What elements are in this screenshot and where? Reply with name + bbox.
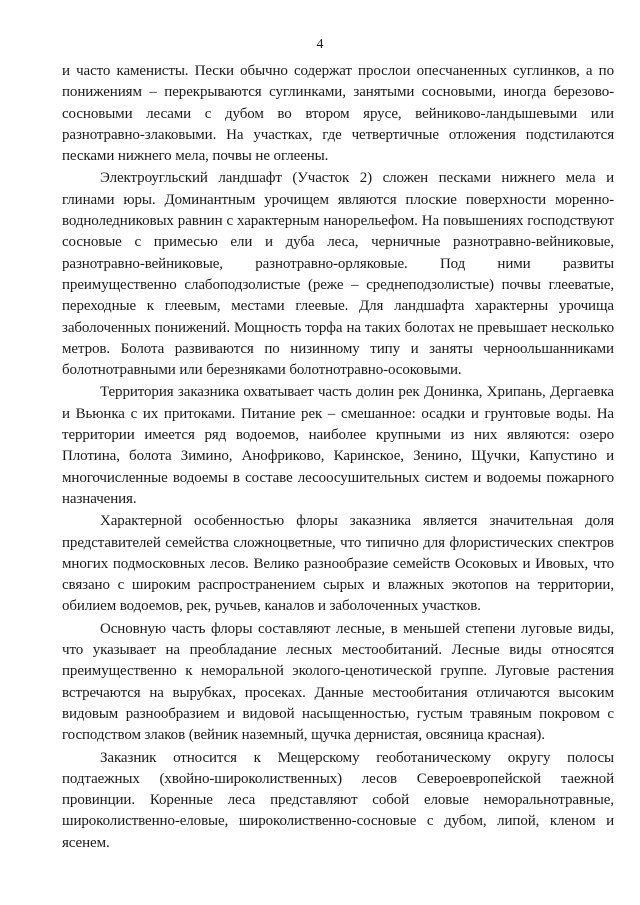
document-body bbox=[62, 61, 614, 854]
paragraph-elektrougli-landscape: Электроугльский ландшафт (Участок 2) сложен песками нижнего мела и глинами юры. Доминантным урочищем являются плоские поверхности моренно-водноледниковых равнин с характерным нанорельефом. На повышениях господствуют сосновые с примесью ели и дуба леса, черничные разнотравно-вейниковые, разнотравно-вейниковые, разнотравно-орляковые. Под ними развиты преимущественно слабоподзолистые (реже – среднеподзолистые) почвы глееватые, переходные к глеевым, местами глеевые. Для ландшафта характерны урочища заболоченных понижений. Мощность торфа на таких болотах не превышает несколько метров. Болота развиваются по низинному типу и заняты черноольшанниками болотнотравными или березняками болотнотравно-осоковыми. bbox=[62, 170, 614, 379]
paragraph-soils-continuation: и часто каменисты. Пески обычно содержат прослои опесчаненных суглинков, а по понижениям – перекрываются суглинками, занятыми сосновыми, иногда березово-сосновыми лесами с дубом во втором ярусе, вейниково-ландышевыми или разнотравно-злаковыми. На участках, где четвертичные отложения подстилаются песками нижнего мела, почвы не оглеены. bbox=[62, 63, 614, 165]
paragraph-rivers-and-waterbodies: Территория заказника охватывает часть долин рек Донинка, Хрипань, Дергаевка и Вьюнка с их притоками. Питание рек – смешанное: осадки и грунтовые воды. На территории имеется ряд водоемов, наиболее крупными из них являются: озеро Плотина, болота Зимино, Анофриково, Каринское, Зенино, Щучки, Капустино и многочисленные водоемы в составе лесоосушительных систем и водоемы пожарного назначения. bbox=[62, 384, 614, 507]
paragraph-forest-and-meadow-species: Основную часть флоры составляют лесные, в меньшей степени луговые виды, что указывает на преобладание лесных местообитаний. Лесные виды относятся преимущественно к неморальной эколого-ценотической группе. Луговые растения встречаются на вырубках, просеках. Данные местообитания отличаются высоким видовым разнообразием и видовой насыщенностью, густым травяным покровом с господством злаков (вейник наземный, щучка дернистая, овсяница красная). bbox=[62, 620, 614, 744]
page-number: 4 bbox=[316, 37, 324, 52]
paragraph-flora-features: Характерной особенностью флоры заказника является значительная доля представителей семейства сложноцветные, что типично для флористических спектров многих подмосковных лесов. Велико разнообразие семейств Осоковых и Ивовых, что связано с широким распространением сырых и влажных экотопов на территории, обилием водоемов, рек, ручьев, каналов и заболоченных участков. bbox=[62, 513, 614, 615]
paragraph-geobotanical-district: Заказник относится к Мещерскому геоботаническому округу полосы подтаежных (хвойно-широколиственных) лесов Североевропейской таежной провинции. Коренные леса представляют собой еловые неморальнотравные, широколиственно-еловые, широколиственно-сосновые с дубом, липой, кленом и ясенем. bbox=[62, 749, 614, 851]
